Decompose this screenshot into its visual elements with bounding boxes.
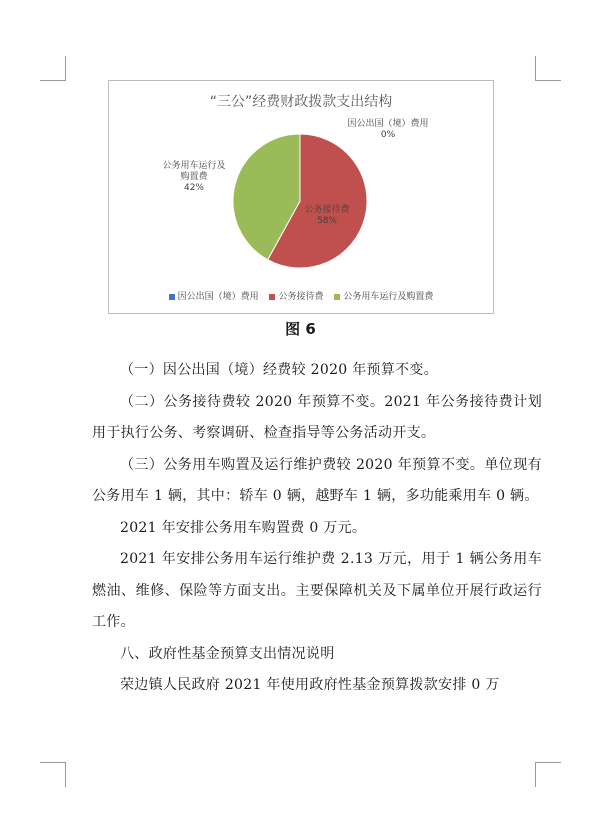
legend-label-reception: 公务接待费 — [278, 292, 324, 302]
legend-swatch-vehicle — [334, 294, 340, 300]
crop-mark-top-left-v — [65, 56, 66, 81]
data-label-reception-percent: 58% — [316, 216, 337, 226]
data-label-travel-percent: 0% — [380, 130, 396, 140]
legend-swatch-reception — [269, 294, 275, 300]
crop-mark-bottom-left-v — [65, 762, 66, 787]
crop-mark-top-right-h — [535, 80, 561, 81]
legend-item-travel — [169, 289, 259, 302]
body-text — [92, 355, 542, 702]
pie-chart-plot — [109, 81, 493, 313]
crop-mark-bottom-right-v — [535, 762, 536, 787]
section-heading-government-fund: 八、政府性基金预算支出情况说明 — [120, 645, 335, 662]
paragraph-government-fund: 荣边镇人民政府 2021 年使用政府性基金预算拨款安排 0 万 — [120, 677, 500, 693]
data-label-travel — [333, 119, 443, 141]
crop-mark-bottom-right-h — [535, 762, 561, 763]
paragraph-vehicle-expense: （三）公务用车购置及运行维护费较 2020 年预算不变。单位现有公务用车 1 辆，其中：轿车 0 辆，越野车 1 辆，多功能乘用车 0 辆。 — [92, 456, 542, 504]
paragraph-travel-expense: （一）因公出国（境）经费较 2020 年预算不变。 — [120, 362, 439, 378]
paragraph-vehicle-maintenance: 2021 年安排公务用车运行维护费 2.13 万元，用于 1 辆公务用车燃油、维修、保险等方面支出。主要保障机关及下属单位开展行政运行工作。 — [92, 551, 542, 630]
data-label-vehicle — [149, 161, 239, 194]
chart-title: “三公”经费财政拨款支出结构 — [209, 94, 393, 110]
crop-mark-top-right-v — [535, 56, 536, 81]
paragraph-vehicle-purchase: 2021 年安排公务用车购置费 0 万元。 — [120, 519, 367, 536]
chart-legend — [109, 289, 493, 302]
data-label-travel-name: 因公出国（境）费用 — [347, 119, 429, 129]
legend-label-vehicle: 公务用车运行及购置费 — [343, 292, 434, 302]
legend-swatch-travel — [169, 294, 175, 300]
data-label-vehicle-name-line2: 购置费 — [180, 172, 208, 182]
legend-item-vehicle — [334, 289, 433, 302]
legend-item-reception — [269, 289, 323, 302]
data-label-vehicle-percent: 42% — [183, 183, 204, 193]
paragraph-reception-expense: （二）公务接待费较 2020 年预算不变。2021 年公务接待费计划用于执行公务、考察调研、检查指导等公务活动开支。 — [92, 393, 542, 441]
figure-caption: 图 6 — [285, 320, 316, 338]
data-label-reception — [297, 205, 357, 227]
crop-mark-bottom-left-h — [40, 762, 66, 763]
crop-mark-top-left-h — [40, 80, 66, 81]
data-label-vehicle-name-line1: 公务用车运行及 — [162, 161, 226, 171]
data-label-reception-name: 公务接待费 — [304, 205, 350, 215]
pie-chart — [108, 80, 494, 314]
legend-label-travel: 因公出国（境）费用 — [177, 292, 259, 302]
